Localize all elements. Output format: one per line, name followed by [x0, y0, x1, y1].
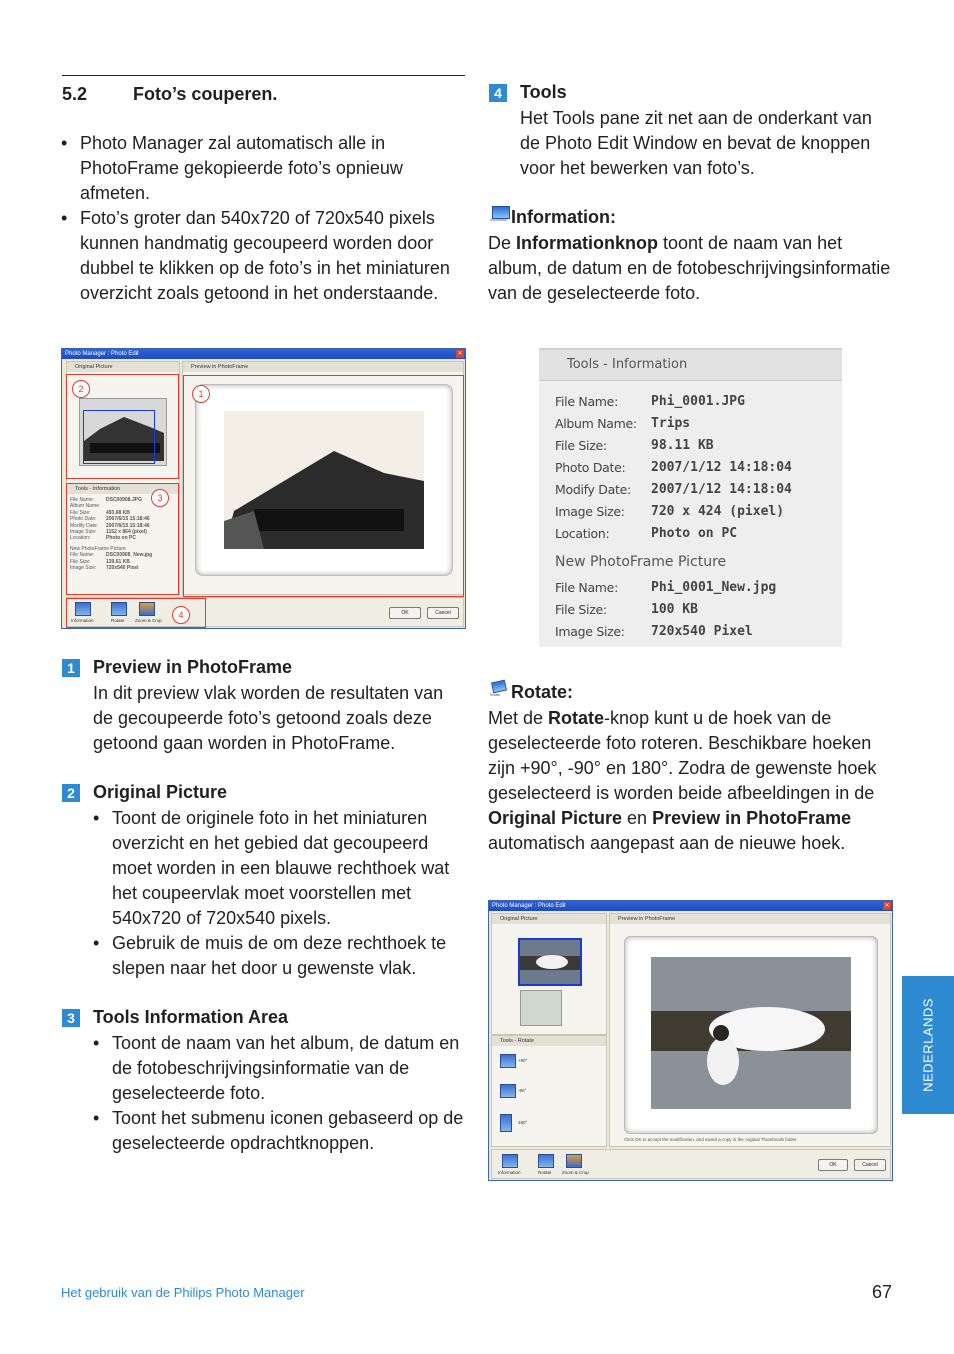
- photoframe-preview: [624, 936, 878, 1134]
- intro-bullet: • Photo Manager zal automatisch alle in PhotoFrame gekopieerde foto’s opnieuw afmeten.: [61, 131, 461, 206]
- footer-chapter: Het gebruik van de Philips Photo Manager: [61, 1285, 305, 1300]
- callout-3: 3: [151, 489, 169, 507]
- tool-label: Zoom & Crop: [135, 618, 162, 623]
- panel-header: Tools - Information: [67, 484, 179, 494]
- tool-label: Rotate: [111, 618, 125, 623]
- rotate-plus90-icon[interactable]: [500, 1054, 516, 1068]
- rotate-tools-panel: [491, 1035, 607, 1147]
- photo-edit-rotate-screenshot: [488, 900, 893, 1181]
- page-number: 67: [872, 1282, 893, 1302]
- tool-label: Information: [498, 1170, 521, 1175]
- close-icon: ✕: [457, 351, 463, 357]
- panel-header: Preview in PhotoFrame: [610, 914, 890, 924]
- information-tool-icon[interactable]: [502, 1154, 518, 1168]
- rotate-minus90-icon[interactable]: [500, 1084, 516, 1098]
- information-heading: Information:: [511, 207, 616, 227]
- photo-edit-screenshot: [61, 348, 466, 629]
- ok-button[interactable]: OK: [818, 1159, 848, 1171]
- callout-4: 4: [172, 606, 190, 624]
- item-title: Tools Information Area: [93, 1007, 289, 1027]
- item-bullets: [93, 806, 467, 981]
- item-title: Tools: [520, 82, 567, 102]
- item-bullet: • Gebruik de muis de om deze rechthoek te slepen naar het door u gewenste vlak.: [93, 931, 467, 981]
- item-title: Original Picture: [93, 782, 228, 802]
- intro-bullet: • Foto’s groter dan 540x720 of 720x540 pixels kunnen handmatig gecoupeerd worden door dubbel te klikken op de foto’s in het miniaturen overzicht zoals getoond in het onderstaande.: [61, 206, 461, 306]
- mini-info-table: File Name: DSC00908.JPG Album Name: File Size: 493.68 KB Photo Date: 2007/6/15 15:18:46 Modify Date: 2007/6/15 15:18:46 Image Size: 1152 x 864 (pixel) Location: Photo on PC New PhotoFrame Picture File Name: DSC00908_New.jpg File Size: 139.61 KB Image Size: 720x540 Pixel: [70, 497, 153, 572]
- zoom-crop-tool-icon[interactable]: [566, 1154, 582, 1168]
- item-number-2: 2: [62, 784, 80, 802]
- rotate-heading: Rotate:: [511, 682, 573, 702]
- rotate-180-icon[interactable]: [500, 1114, 512, 1132]
- item-text: Het Tools pane zit net aan de onderkant van de Photo Edit Window en bevat de knoppen voor het bewerken van foto’s.: [520, 108, 872, 178]
- information-icon: Information: [490, 206, 510, 222]
- rotated-thumbnail: [518, 938, 582, 986]
- panel-header: Preview in PhotoFrame: [183, 362, 463, 372]
- callout-box-1: [183, 375, 464, 597]
- panel-header: Tools - Rotate: [492, 1036, 606, 1046]
- item-number-3: 3: [62, 1009, 80, 1027]
- couple-photo: [520, 940, 580, 984]
- item-text: In dit preview vlak worden de resultaten van de gecoupeerde foto’s getoond zoals deze getoond gaan worden in PhotoFrame.: [93, 683, 444, 753]
- rotate-text: Met de Rotate-knop kunt u de hoek van de geselecteerde foto roteren. Beschikbare hoeken zijn +90°, -90° en 180°. Zodra de gewenste hoek geselecteerd is worden beide afbeeldingen in de Original Picture en Preview in PhotoFrame automatisch aangepast aan de nieuwe hoek.: [488, 708, 877, 853]
- original-picture-panel: [491, 913, 607, 1035]
- tool-label: Rotate: [538, 1170, 552, 1175]
- original-thumbnail: [520, 990, 562, 1026]
- item-bullet: • Toont de originele foto in het miniaturen overzicht en het gebied dat gecoupeerd moet worden in een blauwe rechthoek wat het coupeervlak moet voorstellen met 540x720 of 720x540 pixels.: [93, 806, 467, 931]
- hint-text: Click OK to accept the modification, and saved a copy in the original Thumbnails folder.: [624, 1137, 798, 1142]
- item-number-1: 1: [62, 659, 80, 677]
- panel-header: Original Picture: [67, 362, 179, 372]
- ok-button[interactable]: OK: [389, 607, 421, 619]
- angle-label: +90°: [518, 1058, 528, 1063]
- tools-information-panel: Tools - Information File Name: Phi_0001.JPG Album Name: Trips File Size: 98.11 KB Photo Date: 2007/1/12 14:18:04 Modify Date: 2007/1/12 14:18:04 Image Size: 720 x 424 (pixel) Location: Photo on PC New PhotoFrame Picture File Name: Phi_0001_New.jpg File Size: 100 KB Image Size: 720x540 Pixel: [539, 348, 842, 647]
- section-number: 5.2: [62, 84, 88, 104]
- panel-header: Tools - Information: [539, 350, 842, 381]
- cancel-button[interactable]: Cancel: [427, 607, 459, 619]
- item-bullet: • Toont de naam van het album, de datum en de fotobeschrijvingsinformatie van de geselecteerde foto.: [93, 1031, 465, 1106]
- rotate-tool-icon[interactable]: [538, 1154, 554, 1168]
- window-title: Photo Manager : Photo Edit: [62, 349, 465, 359]
- item-bullet: • Toont het submenu iconen gebaseerd op de geselecteerde opdrachtknoppen.: [93, 1106, 465, 1156]
- window-title: Photo Manager : Photo Edit: [489, 901, 892, 911]
- callout-1: 1: [192, 385, 210, 403]
- panel-header: Original Picture: [492, 914, 606, 924]
- language-tab: NEDERLANDS: [902, 976, 954, 1114]
- item-number-4: 4: [489, 84, 507, 102]
- information-text: De Informationknop toont de naam van het album, de datum en de fotobeschrijvingsinformatie van de geselecteerde foto.: [488, 233, 891, 303]
- close-icon: ✕: [884, 903, 890, 909]
- rotate-icon: Rotate: [490, 681, 510, 697]
- item-bullets: [93, 1031, 465, 1156]
- intro-list: [61, 131, 461, 306]
- tools-bar: [491, 1149, 891, 1179]
- item-title: Preview in PhotoFrame: [93, 657, 293, 677]
- preview-panel: [609, 913, 891, 1147]
- section-rule: [62, 75, 465, 76]
- tool-label: Zoom & Crop: [562, 1170, 589, 1175]
- couple-preview-photo: [651, 957, 851, 1109]
- section-title: Foto’s couperen.: [133, 84, 278, 104]
- angle-label: 180°: [518, 1120, 528, 1125]
- cancel-button[interactable]: Cancel: [854, 1159, 886, 1171]
- callout-2: 2: [72, 380, 90, 398]
- angle-label: -90°: [518, 1088, 527, 1093]
- tool-label: Information: [71, 618, 94, 623]
